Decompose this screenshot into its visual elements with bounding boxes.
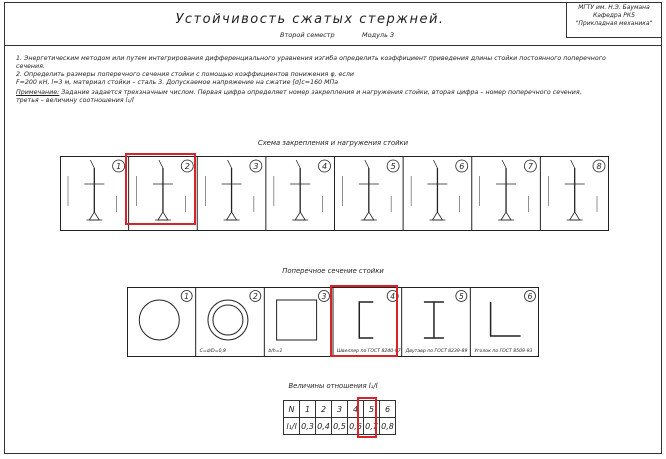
note-label: Примечание: bbox=[16, 89, 60, 96]
section-label: C=d/D=0,8 bbox=[199, 349, 226, 354]
section-label: Уголок по ГОСТ 8509-93 bbox=[474, 349, 533, 354]
solid-circle-section bbox=[139, 300, 179, 340]
ratio-header-row bbox=[284, 401, 396, 418]
ratio-number: 4 bbox=[348, 401, 364, 418]
schemes-caption: Схема закрепления и нагружения стойки bbox=[257, 139, 409, 147]
scheme-number: 1 bbox=[116, 162, 122, 171]
ratio-number: 6 bbox=[380, 401, 396, 418]
task-line: сечения. bbox=[16, 63, 45, 70]
ratio-caption: Величины отношения l₁/l bbox=[288, 382, 378, 390]
ratio-header-label: N bbox=[284, 401, 300, 418]
ratio-value: 0,6 bbox=[348, 418, 364, 435]
section-label: Двутавр по ГОСТ 8239-89 bbox=[405, 349, 468, 354]
semester-label: Второй семестр bbox=[280, 31, 335, 39]
ratio-value: 0,8 bbox=[380, 418, 396, 435]
load-arrow bbox=[433, 160, 437, 168]
selected-section-highlight bbox=[330, 285, 398, 357]
load-arrow bbox=[296, 160, 300, 168]
support-icon bbox=[501, 212, 511, 220]
scheme-number: 2 bbox=[184, 162, 190, 171]
task-line: 2. Определить размеры поперечного сечения стойки с помощью коэффициентов понижения φ, если bbox=[16, 71, 354, 78]
selected-ratio-highlight bbox=[357, 397, 377, 438]
support-icon bbox=[227, 212, 237, 220]
ratio-number: 3 bbox=[332, 401, 348, 418]
section-number: 5 bbox=[458, 292, 464, 301]
ratio-number: 5 bbox=[364, 401, 380, 418]
task-line: F=200 кН, l=3 м, материал стойки – сталь 3. Допускаемое напряжение на сжатие [σ]с=160 МПа bbox=[16, 79, 339, 86]
sections-caption: Поперечное сечение стойки bbox=[282, 267, 384, 275]
load-arrow bbox=[365, 160, 369, 168]
load-arrow bbox=[90, 160, 94, 168]
section-number: 1 bbox=[184, 292, 190, 301]
load-arrow bbox=[228, 160, 232, 168]
section-number: 3 bbox=[321, 292, 327, 301]
load-arrow bbox=[571, 160, 575, 168]
selected-scheme-highlight bbox=[125, 153, 196, 225]
support-icon bbox=[570, 212, 580, 220]
section-label: Швеллер по ГОСТ 8240-97 bbox=[337, 349, 401, 354]
task-note bbox=[16, 89, 656, 97]
ratio-number: 2 bbox=[316, 401, 332, 418]
ratio-table bbox=[283, 400, 396, 435]
support-icon bbox=[89, 212, 99, 220]
page-title: Устойчивость сжатых стержней. bbox=[175, 12, 445, 27]
ring-outer bbox=[208, 300, 248, 340]
i-beam-section bbox=[424, 302, 444, 338]
scheme-number: 4 bbox=[321, 162, 328, 171]
angle-section bbox=[491, 302, 521, 336]
ratio-value: 0,4 bbox=[316, 418, 332, 435]
ratio-number: 1 bbox=[300, 401, 316, 418]
support-icon bbox=[295, 212, 305, 220]
support-icon bbox=[364, 212, 374, 220]
scheme-number: 7 bbox=[527, 162, 533, 171]
scheme-number: 3 bbox=[253, 162, 259, 171]
section-number: 6 bbox=[527, 292, 533, 301]
scheme-number: 6 bbox=[459, 162, 465, 171]
load-arrow bbox=[502, 160, 506, 168]
ring-inner bbox=[213, 305, 243, 335]
organization-line: Кафедра РК5 bbox=[593, 12, 635, 19]
task-note-line: третья – величину соотношения l₁/l bbox=[16, 97, 134, 104]
support-icon bbox=[432, 212, 442, 220]
ratio-value: 0,5 bbox=[332, 418, 348, 435]
square-section bbox=[277, 300, 317, 340]
task-text bbox=[16, 55, 656, 105]
section-number: 2 bbox=[252, 292, 258, 301]
scheme-number: 8 bbox=[596, 162, 602, 171]
scheme-number: 5 bbox=[390, 162, 396, 171]
module-label: Модуль 3 bbox=[362, 31, 395, 39]
ratio-value: 0,3 bbox=[300, 418, 316, 435]
ratio-row-label: l₁/l bbox=[284, 418, 300, 435]
ratio-value-row bbox=[284, 418, 396, 435]
section-number: 4 bbox=[390, 292, 396, 301]
organization-line: "Прикладная механика" bbox=[575, 20, 653, 27]
organization-line: МГТУ им. Н.Э. Баумана bbox=[578, 4, 650, 11]
ratio-value: 0,7 bbox=[364, 418, 380, 435]
organization-info bbox=[568, 4, 660, 28]
note-text: Задание задается трехзначным числом. Первая цифра определяет номер закрепления и нагружения стойки, вторая цифра – номер поперечного сечения, bbox=[59, 89, 582, 96]
section-label: b/h=1 bbox=[268, 349, 283, 354]
task-line: 1. Энергетическим методом или путем интегрирования дифференциального уравнения изгиба определить коэффициент приведения длины стойки постоянного поперечного bbox=[16, 55, 606, 62]
